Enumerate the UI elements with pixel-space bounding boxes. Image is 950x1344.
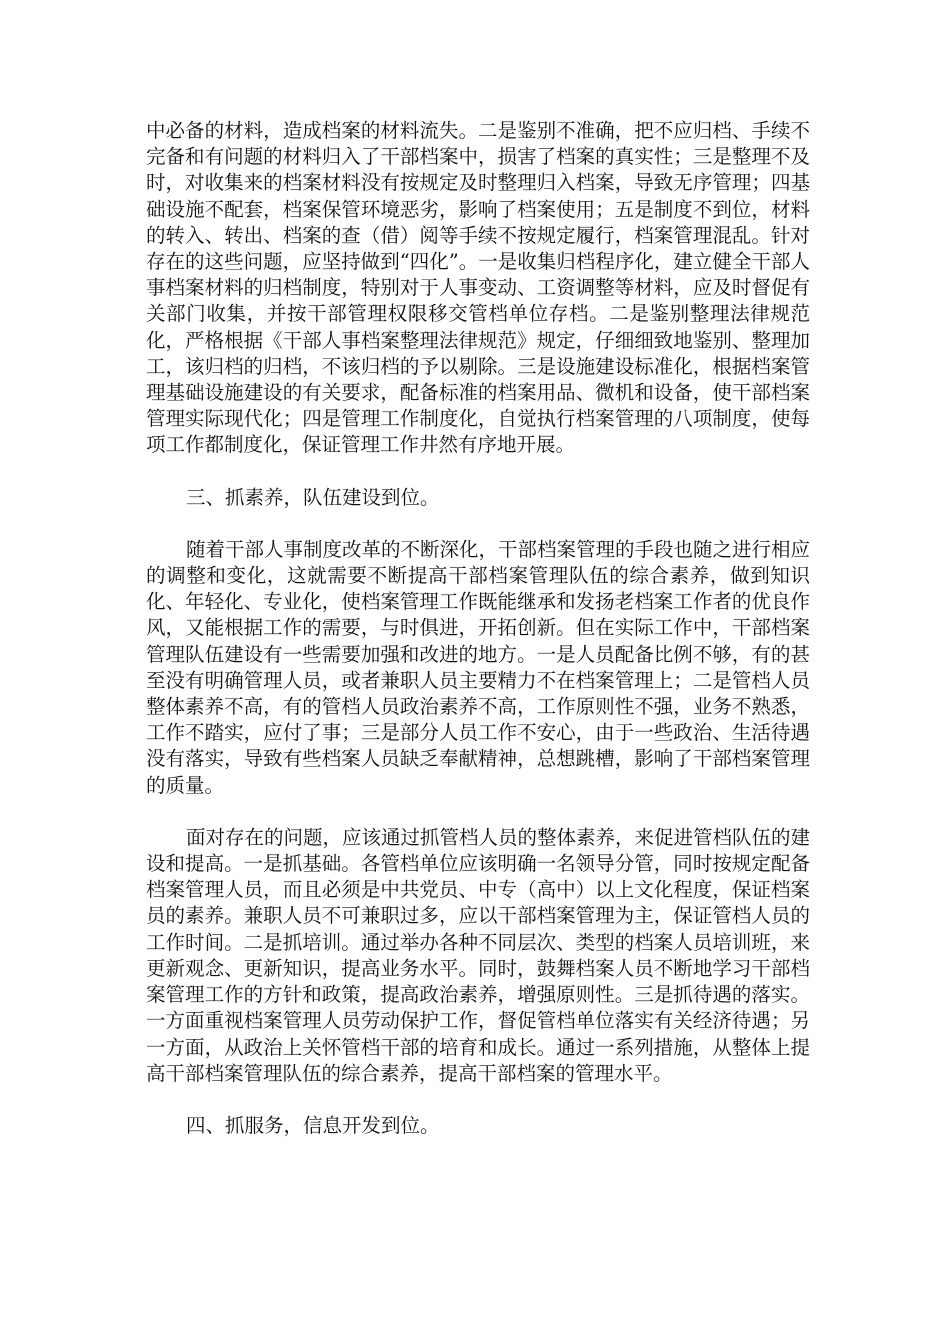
paragraph-gap [146, 1087, 810, 1113]
body-paragraph-3b: 面对存在的问题，应该通过抓管档人员的整体素养，来促进管档队伍的建设和提高。一是抓基础。各管档单位应该明确一名领导分管，同时按规定配备档案管理人员，而且必须是中共党员、中专（高中）以上文化程度，保证档案员的素养。兼职人员不可兼职过多，应以干部档案管理为主，保证管档人员的工作时间。二是抓培训。通过举办各种不同层次、类型的档案人员培训班，来更新观念、更新知识，提高业务水平。同时，鼓舞档案人员不断地学习干部档案管理工作的方针和政策，提高政治素养，增强原则性。三是抓待遇的落实。一方面重视档案管理人员劳动保护工作，督促管档单位落实有关经济待遇；另一方面，从政治上关怀管档干部的培育和成长。通过一系列措施，从整体上提高干部档案管理队伍的综合素养，提高干部档案的管理水平。 [146, 825, 811, 1085]
body-paragraph-continued: 中必备的材料，造成档案的材料流失。二是鉴别不准确，把不应归档、手续不完备和有问题的材料归入了干部档案中，损害了档案的真实性；三是整理不及时，对收集来的档案材料没有按规定及时整理归入档案，导致无序管理；四基础设施不配套，档案保管环境恶劣，影响了档案使用；五是制度不到位，材料的转入、转出、档案的查（借）阅等手续不按规定履行，档案管理混乱。针对存在的这些问题，应坚持做到“四化”。一是收集归档程序化，建立健全干部人事档案材料的归档制度，特别对于人事变动、工资调整等材料，应及时督促有关部门收集，并按干部管理权限移交管档单位存档。二是鉴别整理法律规范化，严格根据《干部人事档案整理法律规范》规定，仔细细致地鉴别、整理加工，该归档的归档，不该归档的予以剔除。三是设施建设标准化，根据档案管理基础设施建设的有关要求，配备标准的档案用品、微机和设备，使干部档案管理实际现代化；四是管理工作制度化，自觉执行档案管理的八项制度，使每项工作都制度化，保证管理工作井然有序地开展。 [146, 119, 810, 457]
section-heading-3: 三、抓素养，队伍建设到位。 [186, 485, 440, 509]
paragraph-gap [146, 459, 810, 485]
body-paragraph-3a: 随着干部人事制度改革的不断深化，干部档案管理的手段也随之进行相应的调整和变化，这就需要不断提高干部档案管理队伍的综合素养，做到知识化、年轻化、专业化，使档案管理工作既能继承和发扬老档案工作者的优良作风，又能根据工作的需要，与时俱进，开拓创新。但在实际工作中，干部档案管理队伍建设有一些需要加强和改进的地方。一是人员配备比例不够，有的甚至没有明确管理人员，或者兼职人员主要精力不在档案管理上；二是管档人员整体素养不高，有的管档人员政治素养不高，工作原则性不强，业务不熟悉，工作不踏实，应付了事；三是部分人员工作不安心，由于一些政治、生活待遇没有落实，导致有些档案人员缺乏奉献精神，总想跳槽，影响了干部档案管理的质量。 [146, 537, 811, 797]
paragraph-gap [146, 511, 810, 537]
document-body [146, 118, 810, 1139]
section-heading-4: 四、抓服务，信息开发到位。 [186, 1113, 440, 1137]
paragraph-gap [146, 799, 810, 825]
